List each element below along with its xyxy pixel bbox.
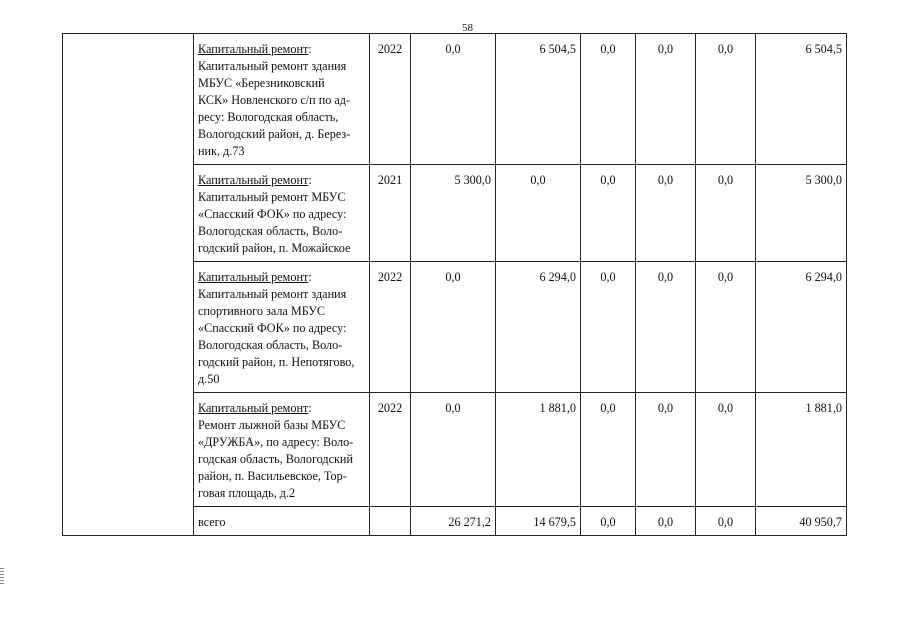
- description-line: Вологодская область, Воло-: [198, 338, 343, 352]
- description-line: «Спасский ФОК» по адресу:: [198, 321, 347, 335]
- description-line: Вологодская область, Воло-: [198, 224, 343, 238]
- total-label: всего: [194, 507, 370, 536]
- year-cell: 2022: [370, 393, 411, 507]
- value-cell: 0,0: [696, 393, 756, 507]
- value-cell: 0,0: [496, 165, 581, 262]
- description-line: Капитальный ремонт МБУС: [198, 190, 346, 204]
- value-cell: 0,0: [411, 262, 496, 393]
- total-value-cell: 0,0: [696, 507, 756, 536]
- total-value-cell: 40 950,7: [756, 507, 847, 536]
- description-line: «Спасский ФОК» по адресу:: [198, 207, 347, 221]
- description-line: район, п. Васильевское, Тор-: [198, 469, 347, 483]
- description-line: Вологодский район, д. Берез-: [198, 127, 351, 141]
- value-cell: 1 881,0: [756, 393, 847, 507]
- year-cell: 2022: [370, 262, 411, 393]
- description-cell: Капитальный ремонт: Капитальный ремонт МБУС «Спасский ФОК» по адресу: Вологодская область, Воло- годский район, п. Можайское: [194, 165, 370, 262]
- total-value-cell: 0,0: [581, 507, 636, 536]
- description-cell: Капитальный ремонт: Капитальный ремонт здания МБУС «Березниковский КСК» Новленского с/п по ад- ресу: Вологодская область, Вологодский район, д. Берез- ник, д.73: [194, 34, 370, 165]
- description-line: МБУС «Березниковский: [198, 76, 325, 90]
- scan-artifact: [0, 568, 4, 586]
- total-value-cell: 0,0: [636, 507, 696, 536]
- value-cell: 0,0: [696, 165, 756, 262]
- description-line: ресу: Вологодская область,: [198, 110, 339, 124]
- value-cell: 0,0: [696, 262, 756, 393]
- value-cell: 6 504,5: [496, 34, 581, 165]
- merged-first-column-cell: [63, 34, 194, 536]
- value-cell: 0,0: [636, 262, 696, 393]
- total-value-cell: 14 679,5: [496, 507, 581, 536]
- value-cell: 0,0: [581, 165, 636, 262]
- description-line: Капитальный ремонт здания: [198, 287, 347, 301]
- empty-year-cell: [370, 507, 411, 536]
- value-cell: 5 300,0: [411, 165, 496, 262]
- value-cell: 0,0: [636, 34, 696, 165]
- year-cell: 2021: [370, 165, 411, 262]
- value-cell: 6 294,0: [756, 262, 847, 393]
- description-header: Капитальный ремонт: [198, 173, 309, 187]
- description-line: годский район, п. Можайское: [198, 241, 351, 255]
- page-number: 58: [462, 22, 473, 34]
- description-line: Ремонт лыжной базы МБУС: [198, 418, 346, 432]
- value-cell: 0,0: [581, 393, 636, 507]
- value-cell: 0,0: [696, 34, 756, 165]
- value-cell: 1 881,0: [496, 393, 581, 507]
- description-line: КСК» Новленского с/п по ад-: [198, 93, 351, 107]
- description-header: Капитальный ремонт: [198, 401, 309, 415]
- description-header: Капитальный ремонт: [198, 42, 309, 56]
- description-cell: Капитальный ремонт: Капитальный ремонт здания спортивного зала МБУС «Спасский ФОК» по адресу: Вологодская область, Воло- годский район, п. Непотягово, д.50: [194, 262, 370, 393]
- value-cell: 6 504,5: [756, 34, 847, 165]
- description-line: годская область, Вологодский: [198, 452, 353, 466]
- value-cell: 0,0: [636, 393, 696, 507]
- value-cell: 0,0: [411, 393, 496, 507]
- value-cell: 5 300,0: [756, 165, 847, 262]
- value-cell: 0,0: [411, 34, 496, 165]
- total-value-cell: 26 271,2: [411, 507, 496, 536]
- description-header: Капитальный ремонт: [198, 270, 309, 284]
- description-line: спортивного зала МБУС: [198, 304, 326, 318]
- description-cell: Капитальный ремонт: Ремонт лыжной базы МБУС «ДРУЖБА», по адресу: Воло- годская область, Вологодский район, п. Васильевское, Тор- говая площадь, д.2: [194, 393, 370, 507]
- description-line: д.50: [198, 372, 220, 386]
- value-cell: 0,0: [636, 165, 696, 262]
- description-line: ник, д.73: [198, 144, 245, 158]
- value-cell: 6 294,0: [496, 262, 581, 393]
- description-line: Капитальный ремонт здания: [198, 59, 347, 73]
- value-cell: 0,0: [581, 34, 636, 165]
- description-line: годский район, п. Непотягово,: [198, 355, 355, 369]
- value-cell: 0,0: [581, 262, 636, 393]
- year-cell: 2022: [370, 34, 411, 165]
- budget-table: [62, 33, 847, 536]
- table-row: [63, 34, 847, 165]
- description-line: говая площадь, д.2: [198, 486, 296, 500]
- description-line: «ДРУЖБА», по адресу: Воло-: [198, 435, 354, 449]
